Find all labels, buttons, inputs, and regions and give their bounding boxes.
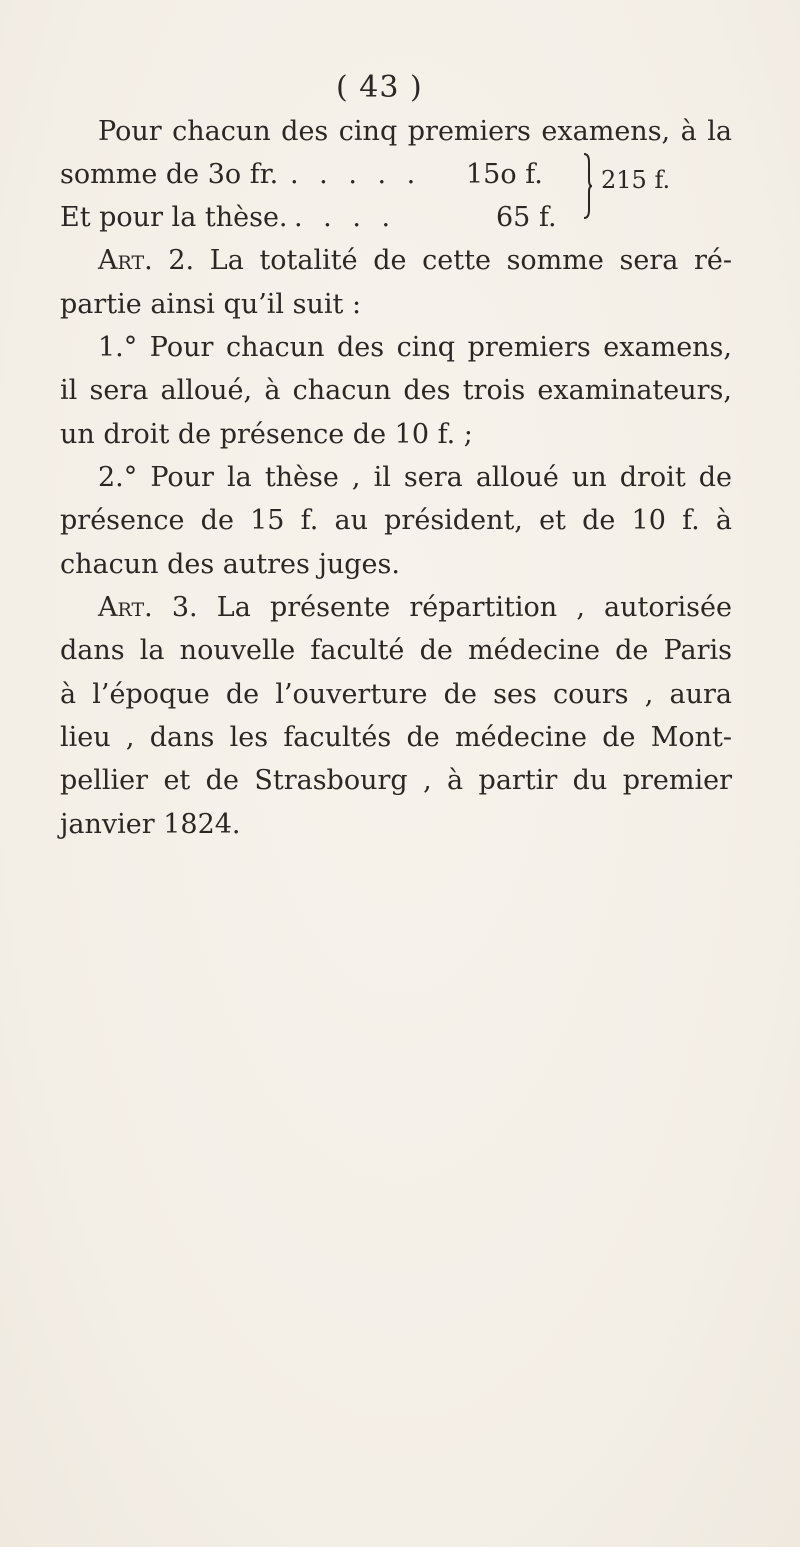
text-line: lieu , dans les facultés de médecine de Mont- <box>60 722 732 753</box>
ledger-row-dots: . . . . . <box>290 159 422 190</box>
text-line: partie ainsi qu’il suit : <box>60 289 362 320</box>
text-line: dans la nouvelle faculté de médecine de Paris <box>60 635 732 666</box>
page-number: ( 43 ) <box>336 70 423 105</box>
ledger-row-label: Et pour la thèse. <box>60 202 288 233</box>
ledger-row-dots: . . . . <box>294 202 397 233</box>
article-label: Art. 3. <box>98 592 198 623</box>
text-line: pellier et de Strasbourg , à partir du premier <box>60 765 732 796</box>
text-line: à l’époque de l’ouverture de ses cours , aura <box>60 679 732 710</box>
text-line: 1.° Pour chacun des cinq premiers examens, <box>98 332 732 363</box>
sum-brace <box>582 152 592 220</box>
ledger-row-amount: 65 f. <box>496 202 557 233</box>
ledger-total: 215 f. <box>601 166 671 194</box>
text-line <box>98 594 732 621</box>
text-line <box>98 247 732 274</box>
text-line: il sera alloué, à chacun des trois examinateurs, <box>60 375 732 406</box>
text-line: présence de 15 f. au président, et de 10 f. à <box>60 505 732 536</box>
text-line: Pour chacun des cinq premiers examens, à la <box>98 116 732 147</box>
text-line: un droit de présence de 10 f. ; <box>60 419 473 450</box>
article-label: Art. 2. <box>98 245 195 276</box>
text-line: 2.° Pour la thèse , il sera alloué un droit de <box>98 462 732 493</box>
article-text: La totalité de cette somme sera ré- <box>194 245 732 276</box>
article-text: La présente répartition , autorisée <box>197 592 732 623</box>
text-line: janvier 1824. <box>60 809 241 840</box>
ledger-row-label: somme de 3o fr. <box>60 159 279 190</box>
ledger-row-amount: 15o f. <box>466 159 543 190</box>
text-line: chacun des autres juges. <box>60 549 400 580</box>
